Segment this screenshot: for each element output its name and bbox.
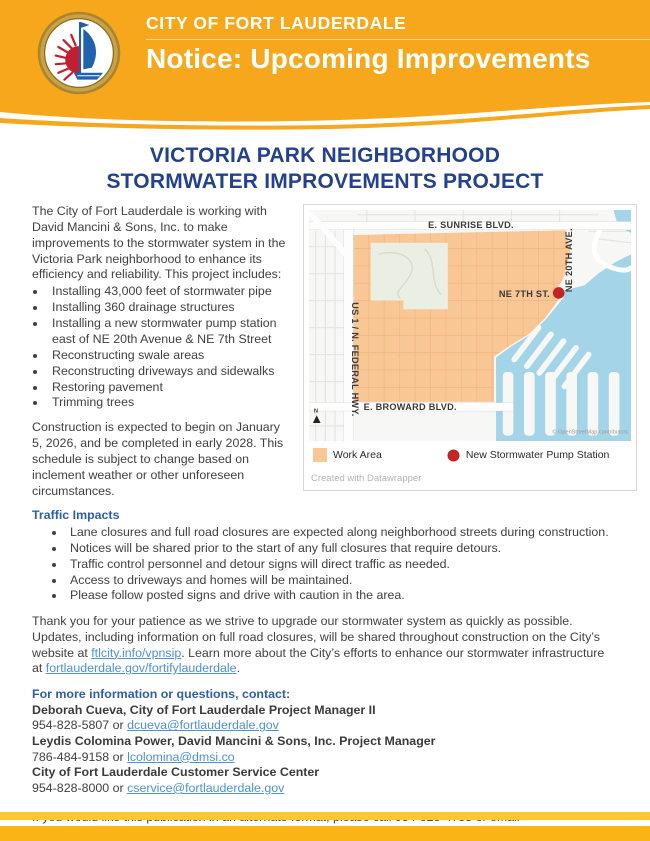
legend-pump-station [447, 449, 610, 462]
contact-phone: 786-484-9158 or [32, 749, 128, 764]
intro-paragraph: The City of Fort Lauderdale is working with David Mancini & Sons, Inc. to make improvements to the stormwater system in the Victoria Park neighborhood to enhance its efficiency and reliability. This project includes: [32, 203, 286, 282]
notice-title: Notice: Upcoming Improvements [146, 43, 591, 74]
map-graphic [309, 210, 631, 441]
contact-name: City of Fort Lauderdale Customer Service Center [32, 765, 320, 780]
thanks-text: . [236, 661, 241, 676]
fortify-lauderdale-link[interactable]: fortlauderdale.gov/fortifylauderdale [45, 661, 237, 676]
contact-heading: For more information or questions, contact: [32, 687, 291, 702]
header-divider [146, 39, 650, 40]
header-wave-decoration [0, 96, 650, 130]
road-label-us1: US 1 / N. FEDERAL HWY. [349, 302, 360, 417]
list-item: • Please follow posted signs and drive with caution in the area. [66, 588, 618, 604]
thank-you-paragraph [0, 614, 650, 677]
list-item: • Notices will be shared prior to the start of any full closures that require detours. [66, 541, 618, 557]
list-item: • Reconstructing swale areas [47, 348, 293, 364]
thanks-text: Thank you for your patience as we strive to upgrade our stormwater system as quickly as possible. Updates, including information on full road closures, will be shared throughout construction on the City’s website at [32, 614, 600, 660]
org-name: CITY OF FORT LAUDERDALE [146, 13, 407, 33]
contact-name: Leydis Colomina Power, David Mancini & Sons, Inc. Project Manager [32, 734, 436, 749]
pump-station-marker [553, 287, 565, 299]
road-label-ne7: NE 7TH ST. [498, 288, 551, 299]
map-legend [309, 441, 631, 462]
footer-stripe-band [0, 826, 650, 841]
list-item: • Installing 360 drainage structures [47, 300, 293, 316]
contact-entry [32, 765, 618, 796]
list-item: • Trimming trees [47, 395, 293, 411]
contact-phone-line [32, 781, 618, 797]
contact-section [0, 687, 650, 796]
page-title-line2: STORMWATER IMPROVEMENTS PROJECT [106, 170, 544, 194]
legend-work-area [313, 448, 382, 462]
map-credit: Created with Datawrapper [311, 473, 422, 485]
project-map [303, 204, 637, 491]
list-item: • Traffic control personnel and detour signs will direct traffic as needed. [66, 557, 618, 573]
schedule-paragraph: Construction is expected to begin on January 5, 2026, and be completed in early 2028. This schedule is subject to change based on inclement weather or other unforeseen circumstances. [32, 420, 284, 498]
contact-phone: 954-828-8000 or [32, 780, 128, 795]
page-title-line1: VICTORIA PARK NEIGHBORHOOD [149, 144, 501, 167]
pump-station-dot-icon [447, 449, 460, 462]
list-item: • Restoring pavement [47, 380, 293, 396]
contact-entry [32, 703, 618, 734]
road-label-broward: E. BROWARD BLVD. [363, 401, 457, 412]
page-title [0, 143, 650, 196]
city-seal-logo [36, 10, 122, 96]
header-text-block [146, 0, 650, 75]
legend-label: Work Area [333, 449, 382, 462]
north-label: N [313, 408, 318, 415]
park-area [371, 243, 448, 310]
footer-stripe-thin [0, 812, 650, 820]
email-link-lcolomina[interactable]: lcolomina@dmsi.co [127, 749, 235, 764]
traffic-impacts-list [32, 525, 618, 604]
contact-phone: 954-828-5807 or [32, 718, 128, 733]
thanks-text: . Learn more about the City’s efforts to enhance our stormwater infrastructure at [32, 645, 605, 676]
main-content [0, 196, 650, 500]
list-item: • Lane closures and full road closures are expected along neighborhood streets during construction. [66, 525, 618, 541]
osm-attribution: © OpenStreetMap contributors [552, 429, 629, 436]
contact-name: Deborah Cueva, City of Fort Lauderdale Project Manager II [32, 702, 376, 717]
email-link-dcueva[interactable]: dcueva@fortlauderdale.gov [127, 718, 279, 733]
vpnsip-link[interactable]: ftlcity.info/vpnsip [91, 645, 182, 660]
list-item: • Installing 43,000 feet of stormwater pipe [47, 284, 293, 300]
contact-phone-line [32, 750, 618, 766]
legend-label: New Stormwater Pump Station [465, 449, 610, 462]
contact-phone-line [32, 718, 618, 734]
list-item: • Access to driveways and homes will be maintained. [66, 573, 618, 589]
header-banner [0, 0, 650, 96]
list-item: • Reconstructing driveways and sidewalks [47, 364, 293, 380]
road-label-ne20: NE 20TH AVE. [564, 228, 575, 292]
road-label-sunrise: E. SUNRISE BLVD. [428, 220, 514, 231]
list-item: • Installing a new stormwater pump station east of NE 20th Avenue & NE 7th Street [47, 316, 293, 348]
intro-column [32, 204, 293, 500]
work-area-swatch-icon [313, 448, 327, 462]
email-link-cservice[interactable]: cservice@fortlauderdale.gov [127, 780, 285, 795]
traffic-impacts-section [0, 508, 650, 605]
contact-entry [32, 734, 618, 765]
traffic-impacts-heading: Traffic Impacts [32, 507, 120, 522]
project-scope-list [32, 284, 293, 411]
